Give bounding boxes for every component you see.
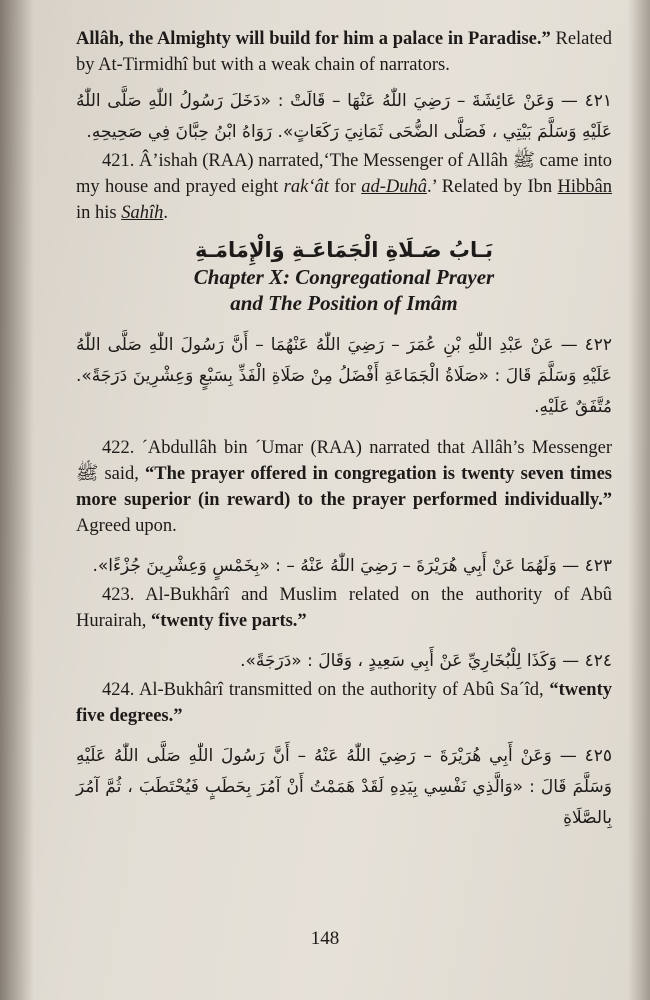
hadith-424-arabic: ٤٢٤ — وَكَذَا لِلْبُخَارِيِّ عَنْ أَبِي سَعِيدٍ ، وَقَالَ : «دَرَجَةً». xyxy=(240,651,612,671)
h421-sahih: Sahîh xyxy=(121,203,164,223)
hadith-425-arabic: ٤٢٥ — وَعَنْ أَبِي هُرَيْرَةَ – رَضِيَ اللّٰهُ عَنْهُ – أَنَّ رَسُولَ اللّٰهِ صَلَّى اللّٰهُ عَلَيْهِ وَسَلَّمَ قَالَ : «وَالَّذِي نَفْسِي بِيَدِهِ لَقَدْ هَمَمْتُ أَنْ آمُرَ بِحَطَبٍ فَيُحْتَطَبَ ، ثُمَّ آمُرَ بِالصَّلَاةِ xyxy=(76,746,612,828)
h421-text-4: in his xyxy=(76,203,122,223)
hadith-422-english xyxy=(76,435,612,539)
h421-text-1: 421. Â’ishah (RAA) narrated,‘The Messenger of Allâh ﷺ came into my house and prayed eight xyxy=(76,151,612,197)
page-number: 148 xyxy=(310,928,340,949)
hadith-423-arabic: ٤٢٣ — وَلَهُمَا عَنْ أَبِي هُرَيْرَةَ – رَضِيَ اللّٰهُ عَنْهُ – : «بِخَمْسٍ وَعِشْرِينَ جُزْءًا». xyxy=(92,556,612,576)
hadith-421-english xyxy=(76,148,612,226)
intro-bold-text: Allâh, the Almighty will build for him a palace in Paradise.” xyxy=(76,29,551,49)
h424-bold: “twenty five degrees.” xyxy=(76,680,612,726)
chapter-title-line-2: and The Position of Imâm xyxy=(230,291,458,315)
hadith-424-english xyxy=(76,677,612,729)
h422-bold: “The prayer offered in congregation is twenty seven times more superior (in reward) to the prayer performed individually.” xyxy=(76,464,612,510)
h421-hibban: Hibbân xyxy=(557,177,612,197)
hadith-423-english xyxy=(76,582,612,634)
page-gutter-shadow xyxy=(0,0,34,1000)
chapter-title xyxy=(76,264,612,316)
hadith-422-arabic: ٤٢٢ — عَنْ عَبْدِ اللّٰهِ بْنِ عُمَرَ – رَضِيَ اللّٰهُ عَنْهُمَا – أَنَّ رَسُولَ اللّٰهِ صَلَّى اللّٰهُ عَلَيْهِ وَسَلَّمَ قَالَ : «صَلَاةُ الْجَمَاعَةِ أَفْضَلُ مِنْ صَلَاةِ الْفَذِّ بِسَبْعٍ وَعِشْرِينَ دَرَجَةً». مُتَّفَقٌ عَلَيْهِ. xyxy=(76,335,612,417)
hadith-421-arabic: ٤٢١ — وَعَنْ عَائِشَةَ – رَضِيَ اللّٰهُ عَنْهَا – قَالَتْ : «دَخَلَ رَسُولُ اللّٰهِ صَلَّى اللّٰهُ عَلَيْهِ وَسَلَّمَ بَيْتِي ، فَصَلَّى الضُّحَى ثَمَانِيَ رَكَعَاتٍ». رَوَاهُ ابْنُ حِبَّانَ فِي صَحِيحِهِ. xyxy=(76,91,612,142)
intro-rest-text: Related by At-Tirmidhî but with a weak chain of narrators. xyxy=(76,29,612,75)
h421-duha: ad-Duhâ xyxy=(361,177,427,197)
chapter-title-line-1: Chapter X: Congregational Prayer xyxy=(193,265,495,289)
h421-rakat: rak‘ât xyxy=(283,177,329,197)
h422-tail: Agreed upon. xyxy=(76,516,177,536)
chapter-title-arabic: بَـابُ صَـلَاةِ الْجَمَاعَـةِ وَالْإِمَامَـةِ xyxy=(195,238,493,262)
h421-text-5: . xyxy=(163,203,168,223)
h421-text-2: for xyxy=(328,177,362,197)
h423-bold: “twenty five parts.” xyxy=(151,611,307,631)
h421-text-3: .’ Related by Ibn xyxy=(426,177,558,197)
page-edge-shadow xyxy=(628,0,650,1000)
intro-paragraph xyxy=(76,26,612,78)
h423-lead: 423. Al-Bukhârî and Muslim related on the authority of Abû Hurairah, xyxy=(76,585,612,631)
h424-lead: 424. Al-Bukhârî transmitted on the authority of Abû Sa´îd, xyxy=(102,680,550,700)
h422-lead: 422. ´Abdullâh bin ´Umar (RAA) narrated that Allâh’s Messenger ﷺ said, xyxy=(76,438,612,484)
